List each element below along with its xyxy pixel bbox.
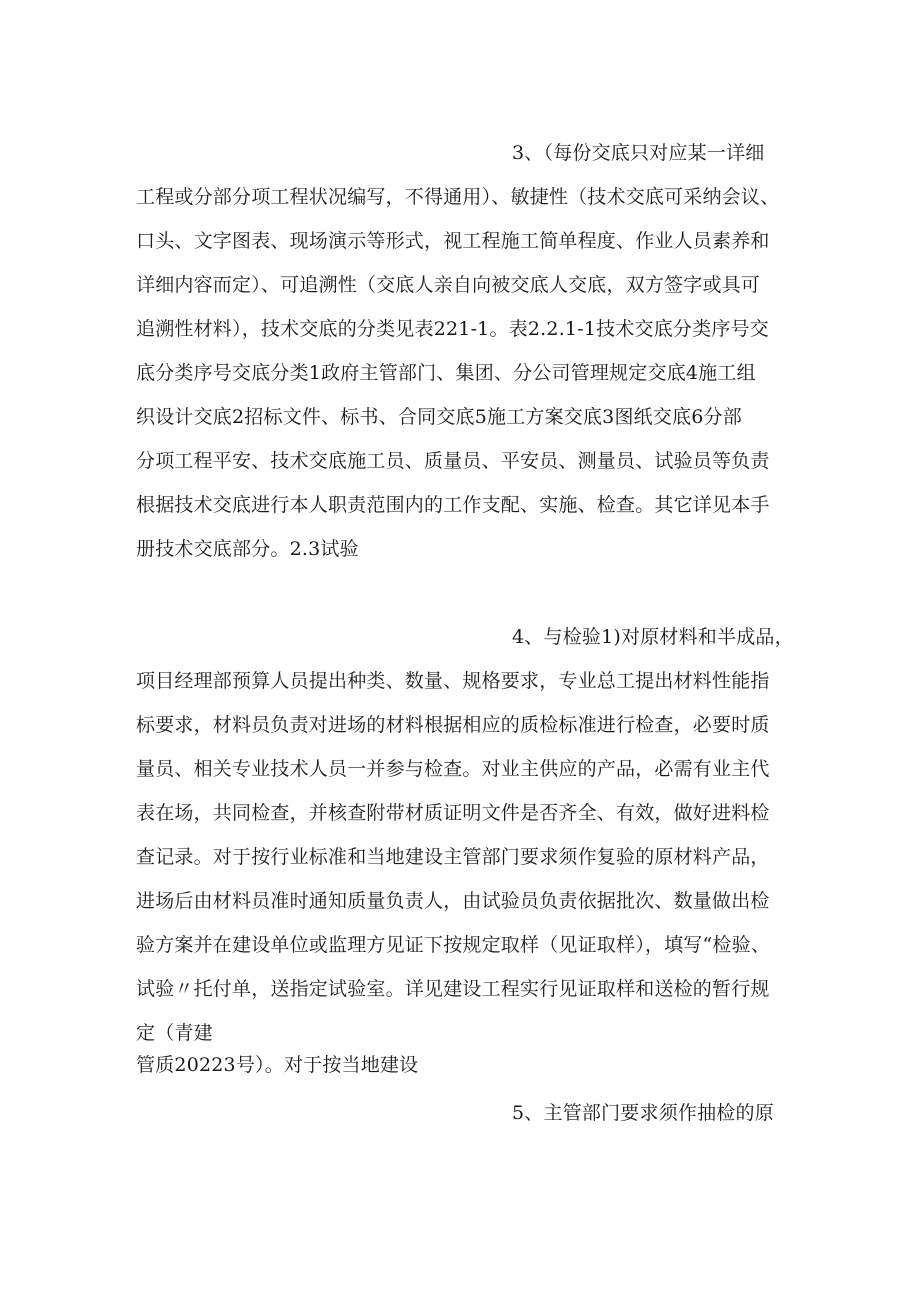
paragraph-line-15: 表在场，共同检查，并核查附带材质证明文件是否齐全、有效，做好进料检 [136, 802, 770, 824]
paragraph-line-19: 试验〃托付单，送指定试验室。详见建设工程实行见证取样和送检的暂行规 [136, 978, 770, 1000]
paragraph-line-3: 口头、文字图表、现场演示等形式，视工程施工简单程度、作业人员素养和 [136, 230, 770, 252]
paragraph-line-7: 织设计交底2招标文件、标书、合同交底5施工方案交底3图纸交底6分部 [136, 406, 742, 428]
paragraph-line-8: 分项工程平安、技术交底施工员、质量员、平安员、测量员、试验员等负责 [136, 450, 770, 472]
paragraph-line-9: 根据技术交底进行本人职责范围内的工作支配、实施、检查。其它详见本手 [136, 494, 770, 516]
paragraph-line-22: 5、主管部门要求须作抽检的原 [512, 1102, 774, 1124]
paragraph-line-21: 管质20223号）。对于按当地建设 [136, 1054, 419, 1076]
paragraph-line-17: 进场后由材料员准时通知质量负责人，由试验员负责依据批次、数量做出检 [136, 890, 770, 912]
paragraph-line-14: 量员、相关专业技术人员一并参与检查。对业主供应的产品，必需有业主代 [136, 758, 770, 780]
paragraph-line-12: 项目经理部预算人员提出种类、数量、规格要求，专业总工提出材料性能指 [136, 670, 770, 692]
paragraph-line-18: 验方案并在建设单位或监理方见证下按规定取样（见证取样），填写“检验、 [136, 934, 771, 956]
paragraph-line-2: 工程或分部分项工程状况编写，不得通用）、敏捷性（技术交底可采纳会议、 [136, 186, 780, 208]
paragraph-line-1: 3、（每份交底只对应某一详细 [512, 142, 765, 164]
paragraph-line-6: 底分类序号交底分类1政府主管部门、集团、分公司管理规定交底4施工组 [136, 362, 756, 384]
paragraph-line-16: 查记录。对于按行业标准和当地建设主管部门要求须作复验的原材料产品， [136, 846, 770, 868]
paragraph-line-11: 4、与检验1)对原材料和半成品， [512, 626, 794, 648]
paragraph-line-10: 册技术交底部分。2.3试验 [136, 538, 359, 560]
paragraph-line-5: 追溯性材料），技术交底的分类见表221-1。表2.2.1-1技术交底分类序号交 [136, 318, 769, 340]
paragraph-line-13: 标要求，材料员负责对进场的材料根据相应的质检标准进行检查，必要时质 [136, 714, 770, 736]
paragraph-line-20: 定（青建 [136, 1022, 213, 1044]
paragraph-line-4: 详细内容而定）、可追溯性（交底人亲自向被交底人交底，双方签字或具可 [136, 274, 761, 296]
